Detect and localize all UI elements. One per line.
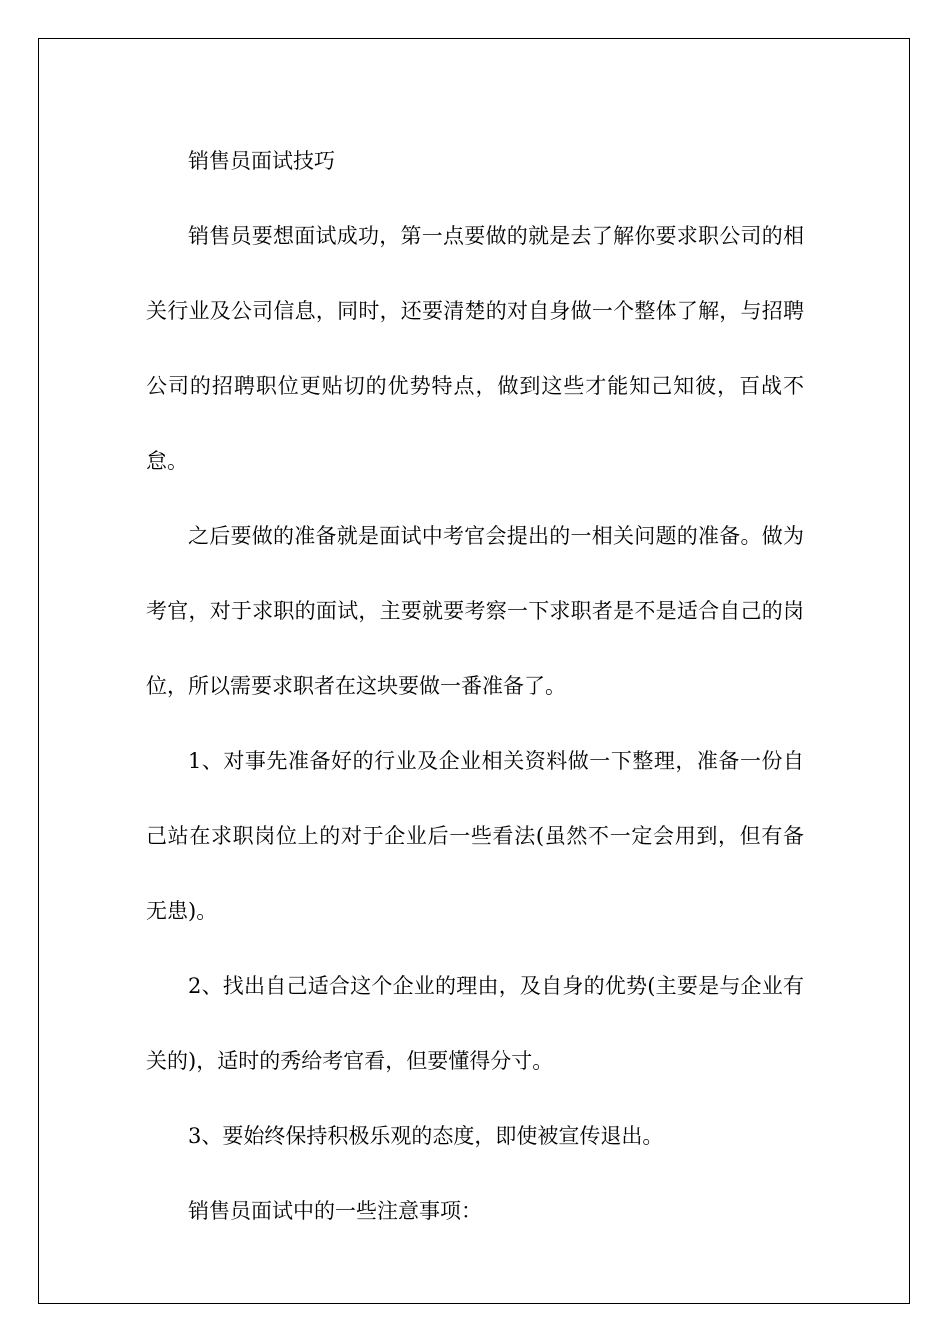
paragraph-intro: 销售员要想面试成功，第一点要做的就是去了解你要求职公司的相关行业及公司信息，同时，还要清楚的对自身做一个整体了解，与招聘公司的招聘职位更贴切的优势特点，做到这些才能知己知彼，百战不怠。 [146, 224, 804, 473]
list-item-2: 2、找出自己适合这个企业的理由，及自身的优势(主要是与企业有关的)，适时的秀给考官看，但要懂得分寸。 [146, 974, 804, 1073]
document-title: 销售员面试技巧 [188, 149, 335, 173]
section-heading-notes: 销售员面试中的一些注意事项： [188, 1199, 482, 1223]
document-body [146, 124, 804, 1249]
paragraph-preparation: 之后要做的准备就是面试中考官会提出的一相关问题的准备。做为考官，对于求职的面试，主要就要考察一下求职者是不是适合自己的岗位，所以需要求职者在这块要做一番准备了。 [146, 524, 804, 698]
list-item-1: 1、对事先准备好的行业及企业相关资料做一下整理，准备一份自己站在求职岗位上的对于企业后一些看法(虽然不一定会用到，但有备无患)。 [146, 749, 804, 923]
list-item-3: 3、要始终保持积极乐观的态度，即使被宣传退出。 [188, 1124, 664, 1148]
